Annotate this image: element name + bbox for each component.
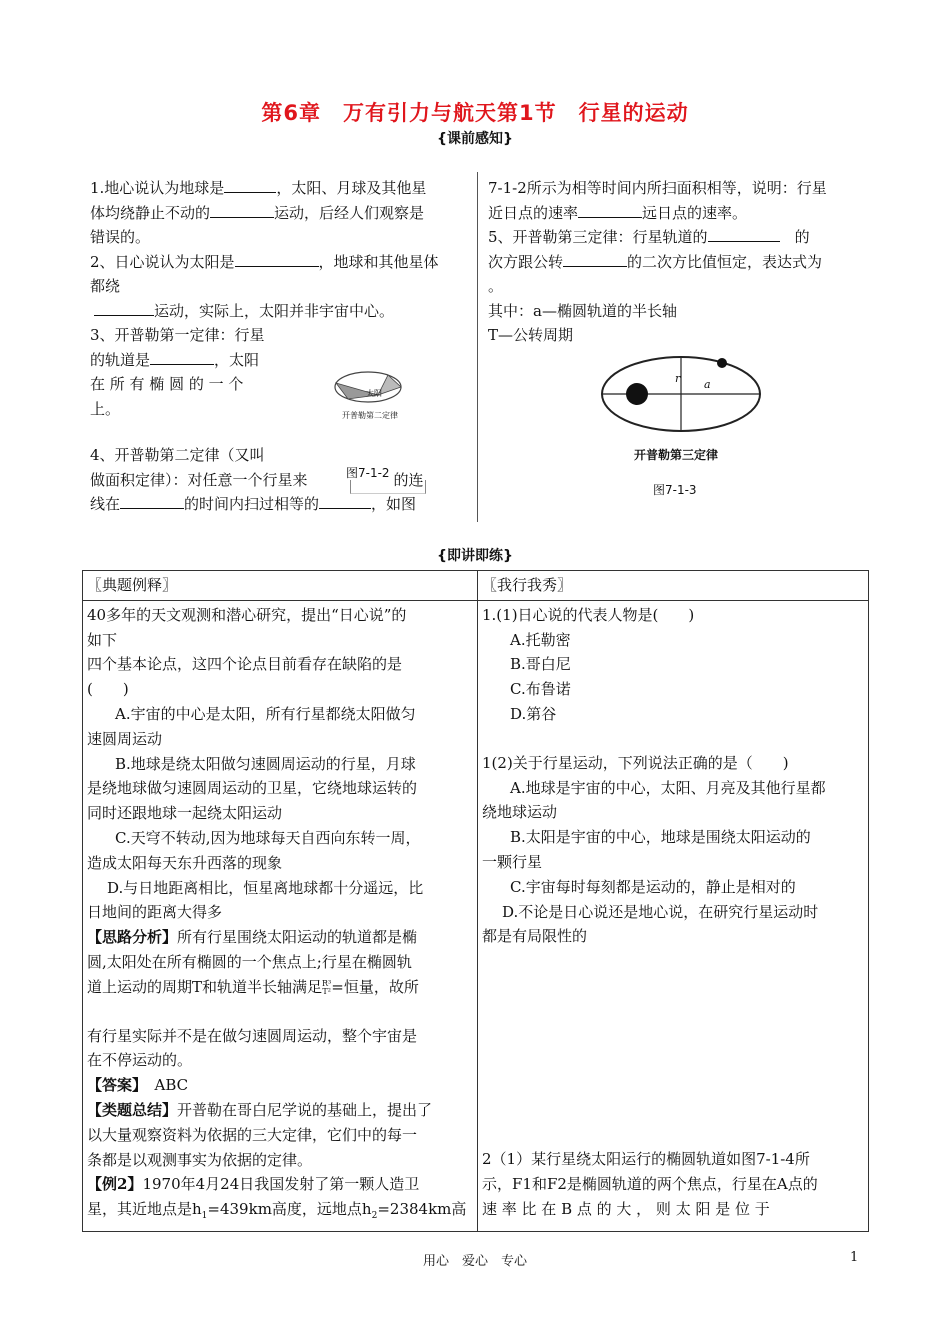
example-text: 40多年的天文观测和潜心研究，提出“日心说”的 bbox=[87, 605, 407, 624]
option-b: 是绕地球做匀速圆周运动的卫星，它绕地球运转的 bbox=[87, 779, 418, 798]
answer-blank[interactable] bbox=[120, 494, 184, 509]
answer-blank[interactable] bbox=[210, 203, 274, 218]
answer-blank[interactable] bbox=[150, 350, 214, 365]
question-2-1: 2（1）某行星绕太阳运行的椭圆轨道如图7-1-4所 bbox=[482, 1150, 810, 1169]
example2-tag: 【例2】 bbox=[87, 1175, 143, 1194]
q1-text: ，太阳、月球及其他星 bbox=[276, 179, 427, 197]
table-header-left: 〖典题例释〗 bbox=[83, 571, 478, 601]
ellipse-orbit-diagram bbox=[596, 352, 766, 437]
q5-text: 次方跟公转 bbox=[488, 252, 564, 271]
q2-text: 运动，实际上，太阳并非宇宙中心。 bbox=[154, 301, 395, 320]
analysis-text: 在不停运动的。 bbox=[87, 1051, 193, 1070]
analysis-text: 道上运动的周期T和轨道半长轴满足 bbox=[87, 977, 323, 996]
q4-text: 远日点的速率。 bbox=[642, 203, 748, 222]
answer-blank[interactable] bbox=[94, 301, 154, 316]
practice-table bbox=[82, 570, 869, 1232]
q4-text: ，如图 bbox=[371, 495, 417, 513]
question-1-2: 1(2)关于行星运动，下列说法正确的是（ ) bbox=[482, 753, 789, 772]
q3-text: 的轨道是 bbox=[90, 350, 151, 369]
section-heading-practice: {即讲即练} bbox=[437, 548, 513, 564]
analysis-text: =恒量，故所 bbox=[331, 977, 419, 996]
semi-major-axis-label: a bbox=[704, 378, 711, 391]
q5-text: 。 bbox=[488, 277, 504, 295]
figure-label: 开普勒第二定律 bbox=[342, 411, 398, 420]
option-c: 造成太阳每天东升西落的现象 bbox=[87, 853, 283, 872]
table-header-row bbox=[83, 571, 869, 601]
subscript: 1 bbox=[201, 1211, 208, 1222]
answer-blank[interactable] bbox=[235, 252, 319, 267]
practice-cell bbox=[478, 600, 869, 1231]
figure-placeholder-box bbox=[350, 480, 426, 494]
page-number: 1 bbox=[850, 1250, 859, 1265]
right-column bbox=[488, 176, 868, 348]
example2-text: =2384km高 bbox=[377, 1200, 467, 1219]
q1-text: 错误的。 bbox=[90, 228, 151, 246]
analysis-text: 有行星实际并不是在做匀速圆周运动，整个宇宙是 bbox=[87, 1026, 418, 1045]
summary-text: 以大量观察资料为依据的三大定律，它们中的每一 bbox=[87, 1125, 418, 1144]
q1-text: 运动，后经人们观察是 bbox=[274, 203, 425, 222]
q4-text: 做面积定律）：对任意一个行星来 bbox=[90, 470, 308, 489]
q3-text: 上。 bbox=[90, 399, 121, 418]
section-heading-preview: {课前感知} bbox=[437, 131, 513, 147]
formula-denominator: T² bbox=[322, 986, 331, 996]
q5-text: 5、开普勒第三定律：行星轨道的 bbox=[488, 228, 708, 246]
option-a: 速圆周运动 bbox=[87, 729, 163, 748]
table-header-right: 〖我行我秀〗 bbox=[478, 571, 869, 601]
option-b: 同时还跟地球一起绕太阳运动 bbox=[87, 804, 283, 823]
choice-b: B.哥白尼 bbox=[510, 655, 571, 674]
choice-a: A.地球是宇宙的中心，太阳、月亮及其他行星都 bbox=[510, 778, 826, 797]
q4-text: 7-1-2所示为相等时间内所扫面积相等，说明：行星 bbox=[488, 179, 827, 197]
option-a: A.宇宙的中心是太阳，所有行星都绕太阳做匀 bbox=[115, 704, 416, 723]
answer-blank[interactable] bbox=[578, 203, 642, 218]
choice-a: A.托勒密 bbox=[510, 630, 571, 649]
option-d: 日地间的距离大得多 bbox=[87, 903, 223, 922]
choice-d: 都是有局限性的 bbox=[482, 927, 588, 946]
choice-b: B.太阳是宇宙的中心，地球是围绕太阳运动的 bbox=[510, 828, 811, 847]
answer-blank[interactable] bbox=[224, 178, 276, 193]
answer-blank[interactable] bbox=[563, 252, 627, 267]
q5-text: 的二次方比值恒定，表达式为 bbox=[627, 252, 823, 271]
examples-cell bbox=[83, 600, 478, 1231]
question-1-1: 1.(1)日心说的代表人物是( ) bbox=[482, 605, 695, 624]
choice-b: 一颗行星 bbox=[482, 852, 543, 871]
q1-text: 1.地心说认为地球是 bbox=[90, 179, 225, 197]
example-text: ( ) bbox=[87, 680, 129, 699]
q4-text: 近日点的速率 bbox=[488, 203, 579, 222]
example-text: 如下 bbox=[87, 630, 118, 649]
figure-kepler-second-law bbox=[330, 365, 430, 425]
left-column bbox=[90, 176, 470, 517]
q5-text: T—公转周期 bbox=[488, 326, 574, 344]
page-footer: 用心 爱心 专心 bbox=[422, 1254, 527, 1269]
answer-tag: 【答案】 bbox=[87, 1076, 140, 1095]
figure-kepler-third-law bbox=[596, 352, 766, 477]
summary-tag: 【类题总结】 bbox=[87, 1100, 178, 1119]
q4-text: 4、开普勒第二定律（又叫 bbox=[90, 446, 265, 464]
figure-caption: 图7-1-3 bbox=[653, 483, 697, 497]
q4-text: 的连 bbox=[393, 470, 424, 489]
radius-label: r bbox=[675, 372, 681, 385]
choice-a: 绕地球运动 bbox=[482, 803, 558, 822]
subscript: 2 bbox=[371, 1211, 378, 1222]
page-title: 第6章 万有引力与航天第1节 行星的运动 bbox=[261, 101, 689, 125]
example2-text: 1970年4月24日我国发射了第一颗人造卫 bbox=[142, 1175, 420, 1194]
q2-text: 都绕 bbox=[90, 277, 121, 295]
analysis-text: 圆,太阳处在所有椭圆的一个焦点上;行星在椭圆轨 bbox=[87, 952, 412, 971]
q2-text: 2、日心说认为太阳是 bbox=[90, 252, 235, 271]
choice-c: C.宇宙每时每刻都是运动的，静止是相对的 bbox=[510, 877, 796, 896]
option-c: C.天穹不转动,因为地球每天自西向东转一周， bbox=[115, 828, 421, 847]
choice-c: C.布鲁诺 bbox=[510, 680, 571, 699]
answer-blank[interactable] bbox=[319, 494, 371, 509]
example-text: 四个基本论点，这四个论点目前看存在缺陷的是 bbox=[87, 655, 403, 674]
formula-fraction bbox=[322, 980, 331, 996]
q4-text: 的时间内扫过相等的 bbox=[184, 495, 320, 513]
sun-label: 太阳 bbox=[366, 389, 382, 398]
q5-text: 其中：a—椭圆轨道的半长轴 bbox=[488, 301, 677, 320]
answer-text: ABC bbox=[154, 1076, 189, 1095]
choice-d: D.不论是日心说还是地心说，在研究行星运动时 bbox=[502, 902, 819, 921]
table-row bbox=[83, 600, 869, 1231]
q3-text: 3、开普勒第一定律：行星 bbox=[90, 326, 265, 344]
q3-text: 在 所 有 椭 圆 的 一 个 bbox=[90, 375, 244, 393]
option-b: B.地球是绕太阳做匀速圆周运动的行星，月球 bbox=[115, 754, 416, 773]
q2-text: ，地球和其他星体 bbox=[318, 252, 439, 271]
answer-blank[interactable] bbox=[708, 227, 780, 242]
formula-numerator: R³ bbox=[322, 978, 332, 988]
example2-text: 星，其近地点是h bbox=[87, 1200, 202, 1219]
figure-label: 开普勒第三定律 bbox=[634, 448, 719, 462]
question-2-1: 示，F1和F2是椭圆轨道的两个焦点，行星在A点的 bbox=[482, 1174, 818, 1193]
analysis-text: 所有行星围绕太阳运动的轨道都是椭 bbox=[177, 928, 418, 947]
example2-text: =439km高度，远地点h bbox=[207, 1200, 372, 1219]
choice-d: D.第谷 bbox=[510, 704, 557, 723]
column-divider bbox=[477, 172, 478, 522]
summary-text: 条都是以观测事实为依据的定律。 bbox=[87, 1150, 313, 1169]
q5-text: 的 bbox=[794, 228, 810, 246]
q3-text: ，太阳 bbox=[214, 350, 260, 369]
question-2-1: 速 率 比 在 B 点 的 大 ， 则 太 阳 是 位 于 bbox=[482, 1199, 770, 1218]
option-d: D.与日地距离相比，恒星离地球都十分遥远，比 bbox=[107, 878, 424, 897]
analysis-tag: 【思路分析】 bbox=[87, 928, 178, 947]
summary-text: 开普勒在哥白尼学说的基础上，提出了 bbox=[177, 1100, 433, 1119]
q1-text: 体均绕静止不动的 bbox=[90, 203, 211, 222]
figure-caption: 图7-1-2 bbox=[346, 466, 390, 480]
q4-text: 线在 bbox=[90, 495, 121, 513]
